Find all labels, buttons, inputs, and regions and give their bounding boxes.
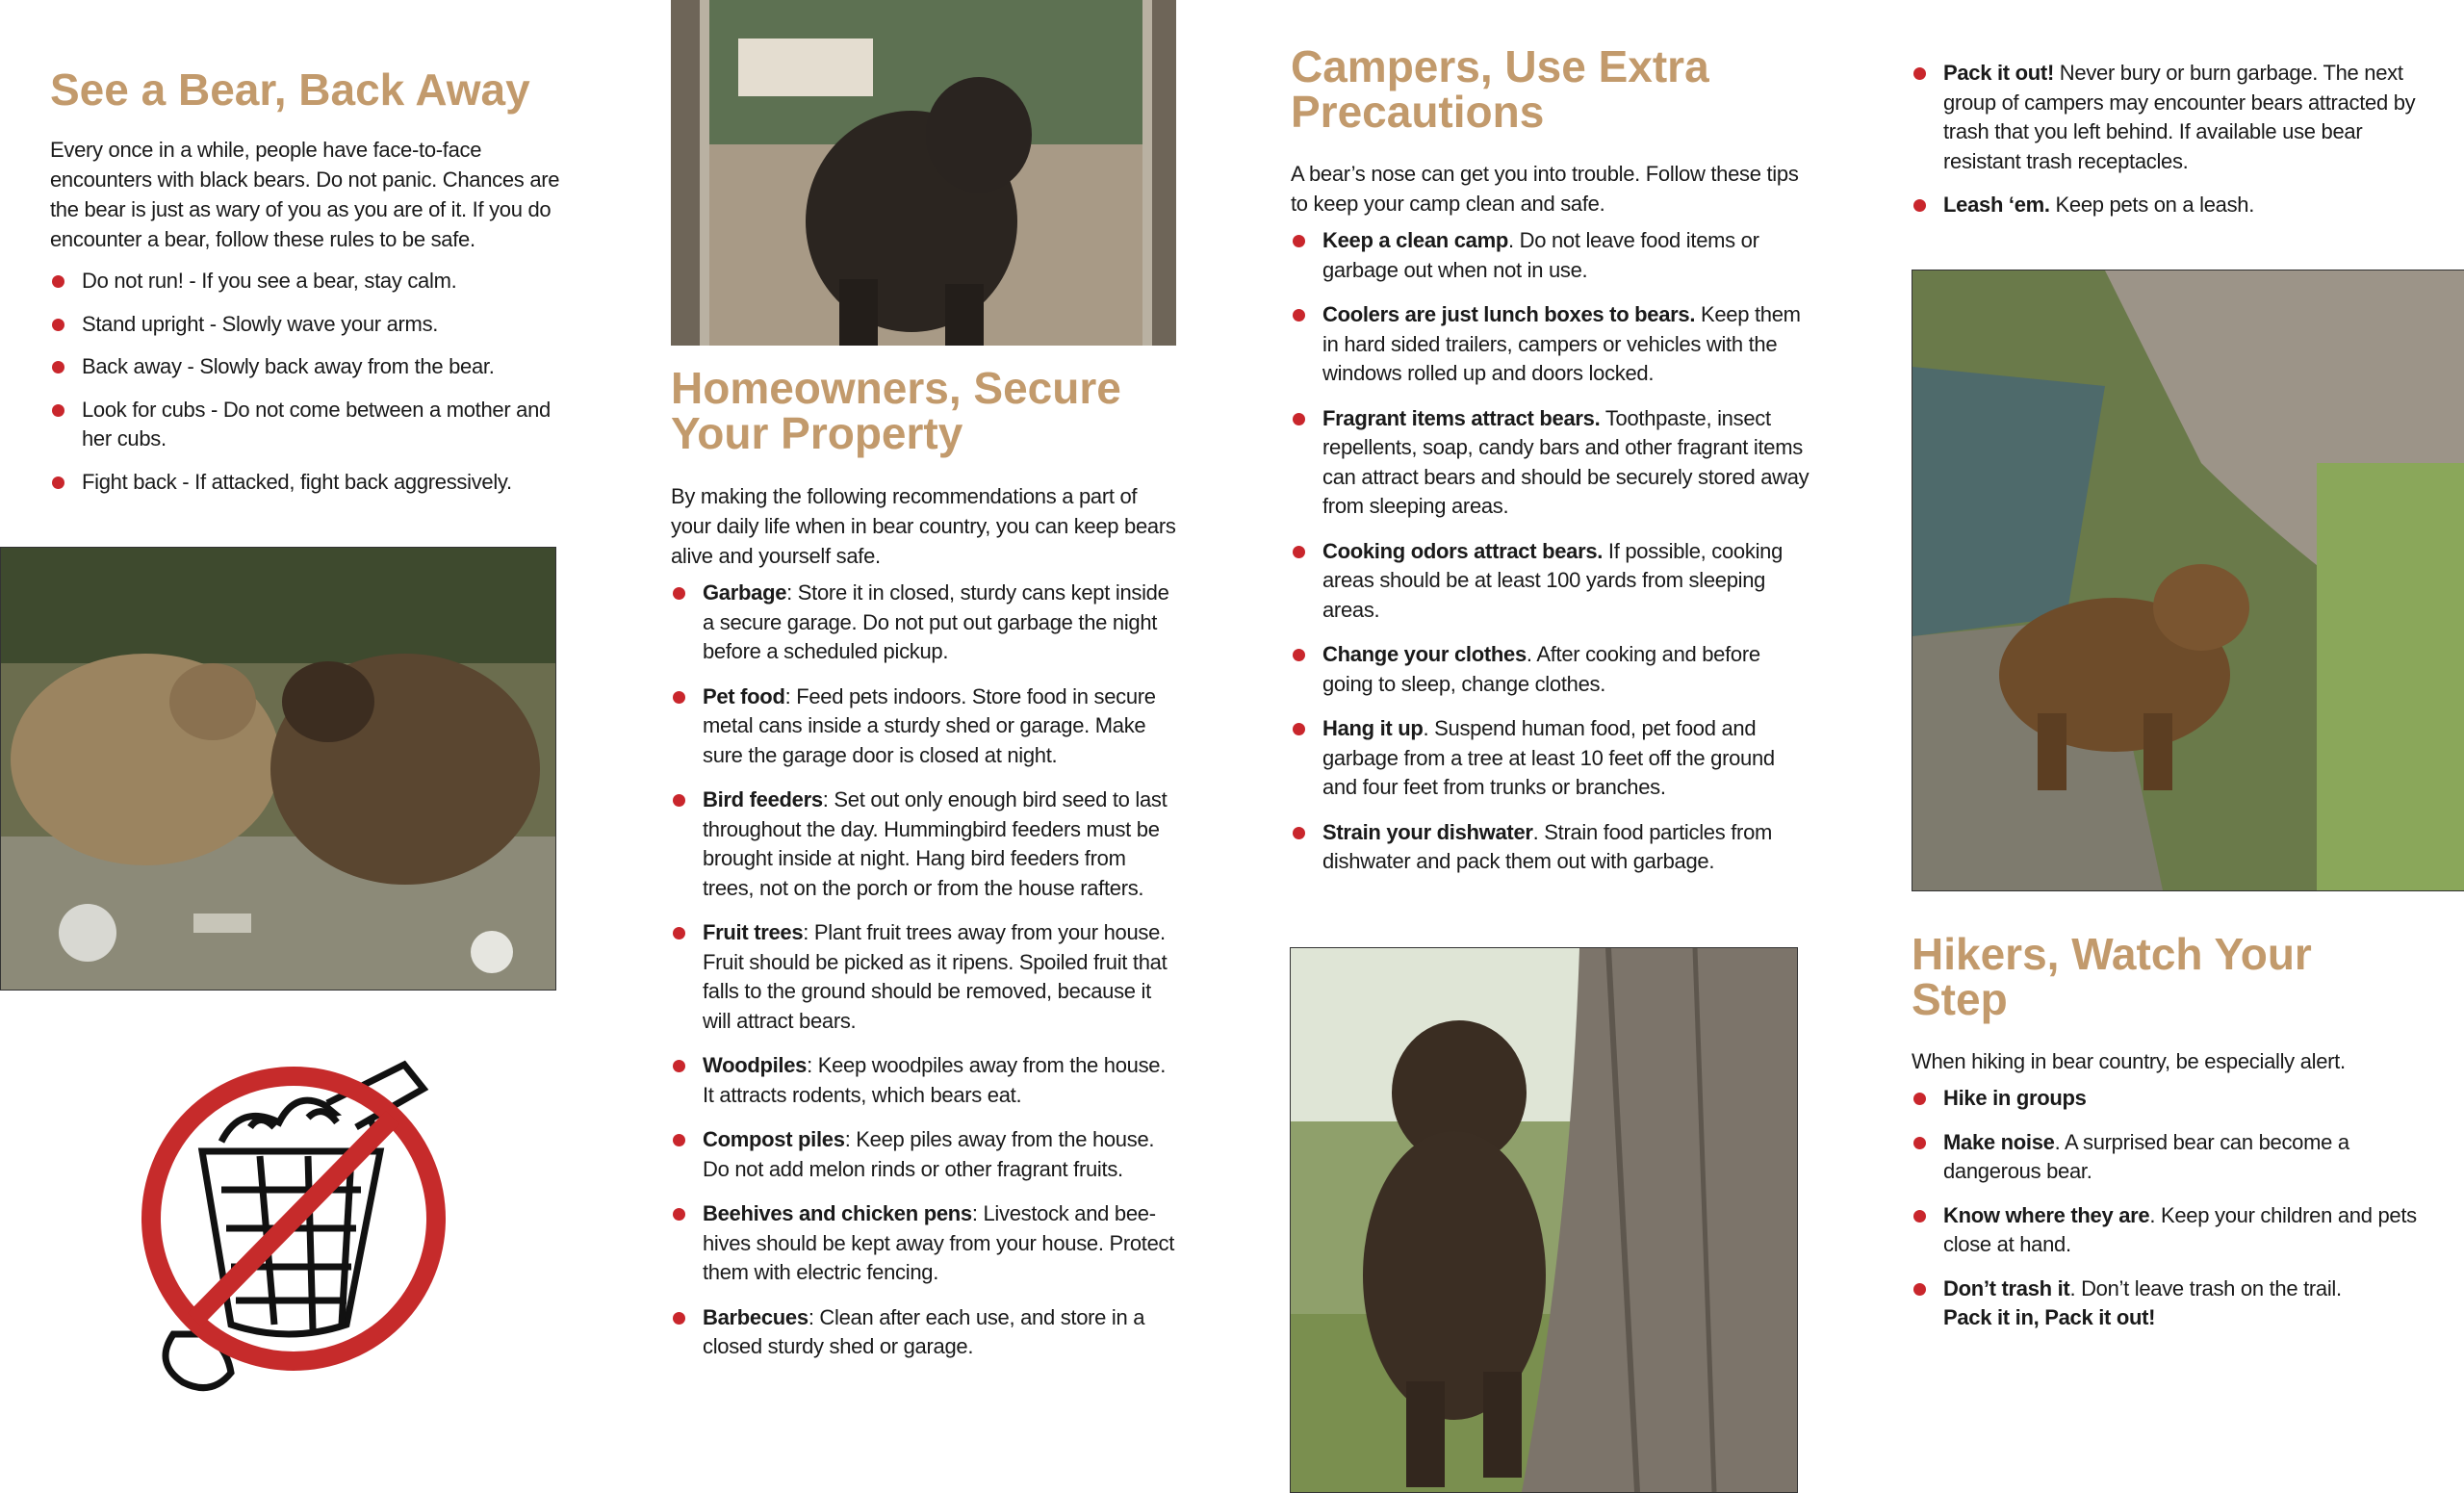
list-item [1291, 226, 1810, 285]
intro-campers: A bear’s nose can get you into trouble. Follow these tips to keep your camp clean and safe. [1291, 162, 1799, 216]
item-text: Back away - Slowly back away from the bear. [82, 354, 495, 378]
item-text: : Keep woodpiles away from the house. It attracts rodents, which bears eat. [703, 1053, 1167, 1107]
item-text: Do not run! - If you see a bear, stay calm. [82, 269, 457, 293]
bullet-icon [673, 1312, 685, 1325]
list-item [671, 1051, 1181, 1110]
column-pack-out [1912, 59, 2431, 220]
bullet-icon [52, 476, 64, 489]
item-lead: Coolers are just lunch boxes to bears. [1322, 302, 1696, 326]
list-item [50, 310, 570, 340]
item-text: . A surprised bear can become a dangerous bear. [1943, 1129, 2349, 1183]
bullet-icon [52, 275, 64, 288]
list-item [671, 1125, 1181, 1184]
item-text: Stand upright - Slowly wave your arms. [82, 311, 439, 336]
item-lead: Hang it up [1322, 716, 1424, 740]
list-item [1291, 640, 1810, 699]
item-lead: Cooking odors attract bears. [1322, 538, 1604, 563]
list-item [50, 267, 570, 296]
item-text: : Keep piles away from the house. Do not add melon rinds or other fragrant fruits. [703, 1127, 1155, 1181]
bullet-icon [673, 794, 685, 807]
item-text: : Set out only enough bird seed to last throughout the day. Hummingbird feeders must be brought inside at night. Hang bird feeders from trees, not on the porch or from the house rafters. [703, 787, 1168, 900]
list-item [1291, 537, 1810, 626]
item-lead: Compost piles [703, 1127, 845, 1151]
column-campers [1291, 41, 1810, 877]
bullet-icon [1913, 1137, 1926, 1149]
item-text: . Suspend human food, pet food and garbage from a tree at least 10 feet off the ground and four feet from trunks or branches. [1322, 716, 1775, 799]
heading-campers: Campers, Use Extra Precautions [1291, 41, 1709, 137]
bullet-icon [52, 361, 64, 373]
bullet-icon [1913, 1283, 1926, 1296]
item-lead: Make noise [1943, 1129, 2055, 1154]
item-lead: Change your clothes [1322, 642, 1527, 666]
heading-see-a-bear: See a Bear, Back Away [50, 64, 530, 115]
list-item [1912, 1084, 2451, 1114]
item-lead: Don’t trash it [1943, 1275, 2070, 1300]
photo-bears-in-garbage [0, 547, 556, 991]
list-item [671, 785, 1181, 903]
list-item [50, 352, 570, 382]
item-text: Look for cubs - Do not come between a mother and her cubs. [82, 397, 551, 450]
item-lead: Barbecues [703, 1304, 808, 1329]
item-text: . Strain food particles from dishwater and pack them out with garbage. [1322, 819, 1773, 873]
column-see-a-bear [50, 0, 570, 497]
photo-cub-on-tree [1290, 947, 1798, 1493]
list-item [1912, 191, 2431, 220]
item-lead: Fruit trees [703, 920, 804, 944]
item-text: : Feed pets indoors. Store food in secure metal cans inside a sturdy shed or garage. Make sure the garage door is closed at night. [703, 683, 1156, 767]
item-lead: Pack it out! [1943, 61, 2054, 85]
list-item [1912, 59, 2431, 176]
item-text: . Keep your children and pets close at hand. [1943, 1202, 2417, 1256]
item-text: . Don’t leave trash on the trail. [2069, 1275, 2342, 1300]
bullet-icon [673, 691, 685, 704]
rules-list [50, 267, 570, 497]
column-hikers [1912, 929, 2451, 1333]
item-text: If possible, cooking areas should be at least 100 yards from sleeping areas. [1322, 538, 1784, 622]
item-lead: Leash ‘em. [1943, 193, 2050, 217]
bullet-icon [52, 404, 64, 417]
item-lead: Know where they are [1943, 1202, 2150, 1227]
bullet-icon [1293, 309, 1305, 322]
item-lead: Pet food [703, 683, 785, 708]
pack-out-list [1912, 59, 2431, 220]
item-text: : Plant fruit trees away from your house. Fruit should be picked as it ripens. Spoiled fruit that falls to the ground should be removed, because it will attract bears. [703, 920, 1168, 1033]
list-item [1291, 300, 1810, 389]
list-item [671, 682, 1181, 771]
bullet-icon [1293, 649, 1305, 661]
item-text: : Store it in closed, sturdy cans kept inside a secure garage. Do not put out garbage the night before a scheduled pickup. [703, 580, 1169, 663]
item-text: : Clean after each use, and store in a closed sturdy shed or garage. [703, 1304, 1145, 1358]
camper-tips-list [1291, 226, 1810, 877]
item-lead: Keep a clean camp [1322, 228, 1508, 252]
bullet-icon [673, 1208, 685, 1221]
item-text: . Do not leave food items or garbage out when not in use. [1322, 228, 1759, 282]
bullet-icon [1913, 1210, 1926, 1223]
photo-bear-at-door [671, 0, 1176, 346]
item-lead: Garbage [703, 580, 787, 605]
list-item [50, 468, 570, 498]
heading-hikers: Hikers, Watch Your Step [1912, 929, 2312, 1024]
item-lead: Hike in groups [1943, 1086, 2087, 1110]
item-text: : Livestock and bee-hives should be kept away from your house. Protect them with electric fencing. [703, 1201, 1175, 1284]
intro-homeowners: By making the following recommendations a part of your daily life when in bear country, you can keep bears alive and yourself safe. [671, 484, 1176, 568]
heading-homeowners: Homeowners, Secure Your Property [671, 363, 1121, 458]
item-lead: Bird feeders [703, 787, 823, 811]
bullet-icon [673, 1134, 685, 1146]
list-item [1291, 404, 1810, 522]
bullet-icon [673, 927, 685, 940]
hiker-tips-list [1912, 1084, 2451, 1333]
bullet-icon [673, 587, 685, 600]
item-lead: Strain your dishwater [1322, 819, 1533, 844]
list-item [1912, 1201, 2451, 1260]
list-item [1912, 1274, 2451, 1333]
bullet-icon [1293, 413, 1305, 425]
list-item [1912, 1128, 2451, 1187]
intro-hikers: When hiking in bear country, be especially alert. [1912, 1049, 2346, 1073]
item-text: Keep them in hard sided trailers, campers or vehicles with the windows rolled up and doors locked. [1322, 302, 1801, 385]
list-item [1291, 818, 1810, 877]
intro-see-a-bear: Every once in a while, people have face-to-face encounters with black bears. Do not panic. Chances are the bear is just as wary of you as you are of it. If you do encounter a bear, follow these rules to be safe. [50, 138, 560, 251]
item-text: . After cooking and before going to sleep, change clothes. [1322, 642, 1760, 696]
item-lead: Woodpiles [703, 1053, 808, 1077]
list-item [1291, 714, 1810, 803]
bullet-icon [52, 319, 64, 331]
bullet-icon [1913, 67, 1926, 80]
list-item [50, 396, 570, 454]
item-lead: Beehives and chicken pens [703, 1201, 972, 1225]
bullet-icon [1293, 235, 1305, 247]
item-text: Never bury or burn garbage. The next group of campers may encounter bears attracted by trash that you left behind. If available use bear resistant trash receptacles. [1943, 61, 2416, 173]
bullet-icon [673, 1060, 685, 1072]
item-text: Fight back - If attacked, fight back aggressively. [82, 469, 512, 494]
photo-bear-by-stream [1912, 270, 2464, 891]
list-item [671, 918, 1181, 1036]
item-lead-second: Pack it in, Pack it out! [1943, 1305, 2156, 1329]
list-item [671, 1303, 1181, 1362]
item-text: Keep pets on a leash. [2049, 193, 2255, 217]
item-text: Toothpaste, insect repellents, soap, candy bars and other fragrant items can attract bears and should be securely stored away from sleeping areas. [1322, 405, 1810, 518]
list-item [671, 579, 1181, 667]
bullet-icon [1293, 827, 1305, 839]
bullet-icon [1913, 1093, 1926, 1105]
item-lead: Fragrant items attract bears. [1322, 405, 1601, 430]
list-item [671, 1199, 1181, 1288]
homeowner-tips-list [671, 579, 1181, 1362]
bullet-icon [1293, 546, 1305, 558]
no-garbage-icon [116, 1045, 462, 1402]
column-homeowners [671, 363, 1181, 1362]
bullet-icon [1913, 199, 1926, 212]
bullet-icon [1293, 723, 1305, 735]
